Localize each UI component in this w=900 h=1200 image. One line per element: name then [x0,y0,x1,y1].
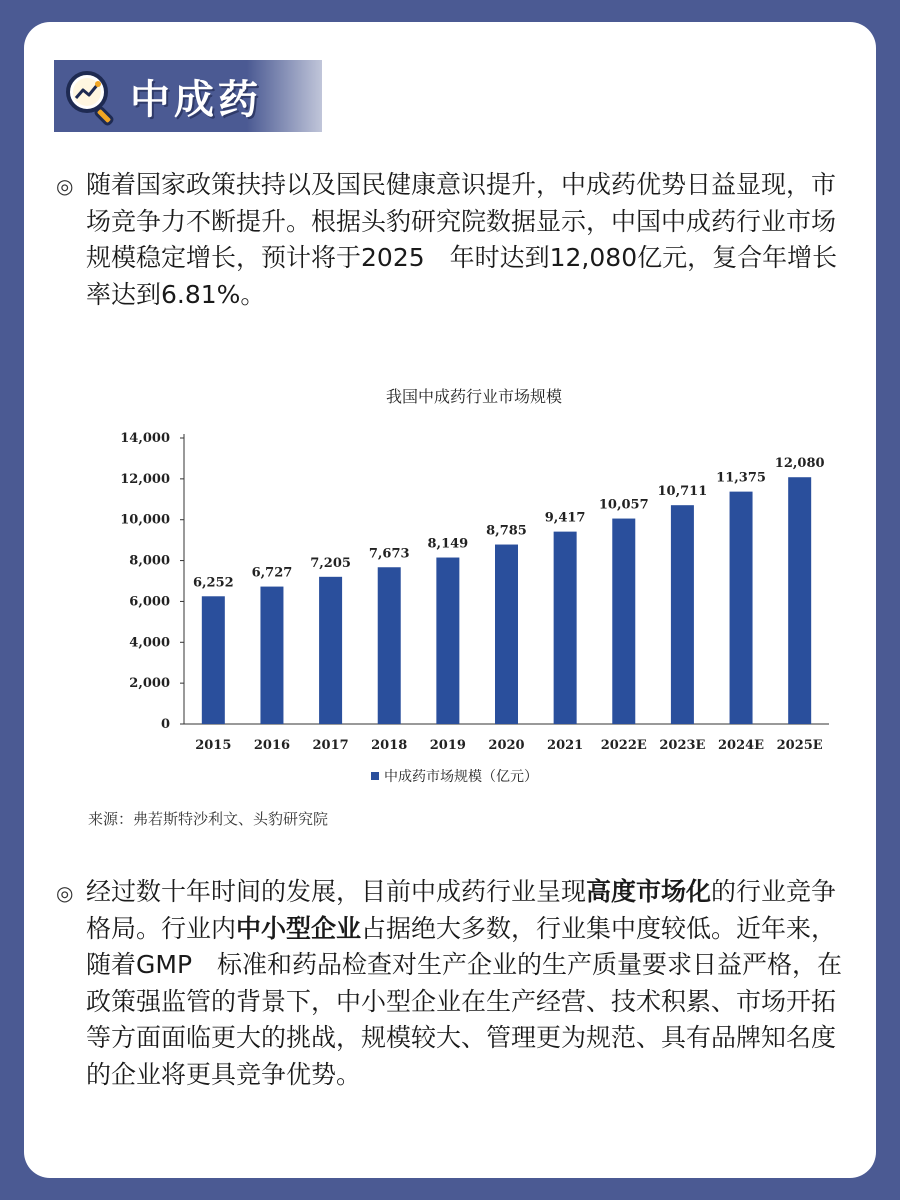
industry-text-part3: 占据绝大多数，行业集中度较低。近年来，随着GMP 标准和药品检查对生产企业的生产质量要求日益严格，在政策强监管的背景下，中小型企业在生产经营、技术积累、市场开拓等方面面临更大的挑战，规模较大、管理更为规范、具有品牌知名度的企业将更具竞争优势。 [86,913,843,1089]
content-card [24,22,876,1178]
y-tick-label: 6,000 [129,594,170,610]
bar [260,587,283,724]
data-label: 10,711 [657,484,708,500]
x-tick-label: 2023E [659,738,706,753]
x-tick-label: 2020 [488,738,525,753]
data-label: 10,057 [598,497,649,513]
intro-paragraph [56,167,856,313]
bullet-icon: ◎ [56,881,74,905]
bar [730,492,753,724]
bar [319,577,342,724]
industry-paragraph [56,874,856,1093]
data-label: 9,417 [544,510,586,526]
x-tick-label: 2025E [776,738,823,753]
y-tick-label: 14,000 [120,431,170,446]
data-label: 6,252 [192,575,234,591]
data-label: 8,149 [427,536,469,552]
y-tick-label: 2,000 [129,676,170,692]
y-tick-label: 4,000 [129,635,170,651]
data-label: 12,080 [774,456,825,472]
bar [436,558,459,724]
legend-swatch [371,772,379,780]
industry-text-part1: 经过数十年时间的发展，目前中成药行业呈现 [86,877,587,906]
bar [671,505,694,724]
intro-paragraph-text: 随着国家政策扶持以及国民健康意识提升，中成药优势日益显现，市场竞争力不断提升。根据头豹研究院数据显示，中国中成药行业市场规模稳定增长，预计将于2025 年时达到12,080亿元，复合年增长率达到6.81%。 [86,170,838,309]
bar [378,567,401,724]
bullet-icon: ◎ [56,174,74,198]
x-tick-label: 2016 [253,738,291,753]
data-label: 11,375 [716,470,766,486]
data-label: 7,673 [368,546,410,562]
x-tick-label: 2019 [429,738,466,753]
y-tick-label: 8,000 [129,553,170,569]
x-tick-label: 2017 [312,738,349,753]
x-tick-label: 2022E [600,738,647,753]
y-tick-label: 10,000 [120,512,170,528]
y-tick-label: 12,000 [120,471,170,487]
chart-title: 我国中成药行业市场规模 [385,387,563,406]
analytics-magnifier-icon [60,65,122,127]
data-label: 8,785 [486,523,527,539]
bar [202,596,225,724]
x-tick-label: 2015 [195,738,232,753]
data-label: 7,205 [310,555,351,571]
highlight-market-oriented: 高度市场化 [586,877,712,906]
highlight-sme: 中小型企业 [236,913,362,943]
bar [612,519,635,724]
header-banner [54,60,322,132]
industry-paragraph-text [86,874,856,1093]
industry-text-part2: 的行业竞争格局。行业内 [86,877,837,943]
bar [554,532,577,724]
market-size-chart [84,352,844,802]
y-tick-label: 0 [160,717,170,732]
x-tick-label: 2021 [547,738,584,753]
x-tick-label: 2018 [371,738,408,753]
legend-label: 中成药市场规模（亿元） [384,769,538,785]
section-title: 中成药 [130,76,262,123]
x-tick-label: 2024E [717,738,765,753]
chart-source: 来源：弗若斯特沙利文、头豹研究院 [88,810,329,828]
bar [495,545,518,724]
chart-svg [84,352,844,802]
bar [788,477,811,724]
data-label: 6,727 [251,565,293,581]
